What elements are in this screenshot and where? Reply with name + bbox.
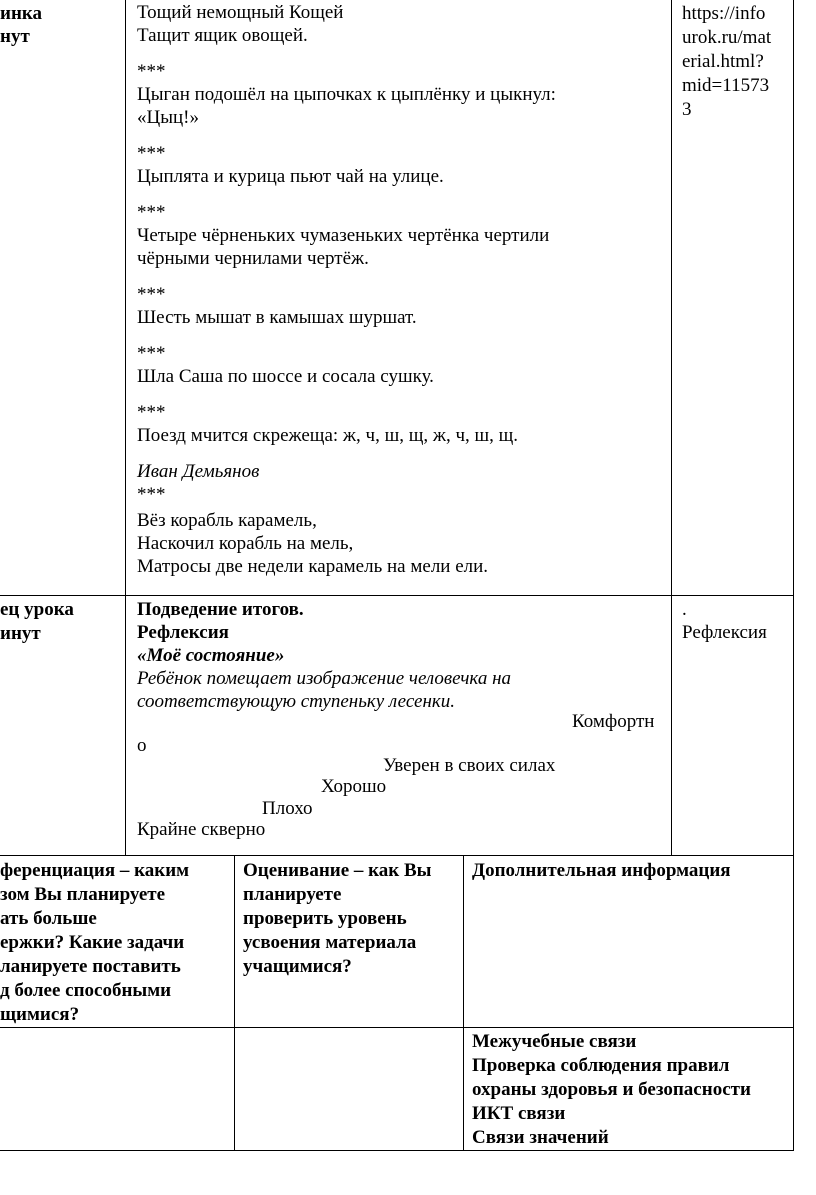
header-line: ланируете поставить bbox=[0, 956, 181, 977]
reflection-title: Рефлексия bbox=[137, 622, 229, 643]
poem bbox=[137, 142, 556, 188]
stage-label-line: инут bbox=[0, 623, 41, 644]
stage-label-line: нут bbox=[0, 26, 30, 47]
row-divider-2 bbox=[0, 855, 794, 856]
resource-link-line: mid=11573 bbox=[682, 75, 770, 96]
state-subtitle: «Моё состояние» bbox=[137, 645, 285, 666]
separator-stars: *** bbox=[137, 202, 166, 223]
resource-link-line: urok.ru/mat bbox=[682, 27, 772, 48]
table-bottom-border bbox=[0, 1150, 794, 1151]
poem-line: Шла Саша по шоссе и сосала сушку. bbox=[137, 366, 434, 387]
header-line: учащимися? bbox=[243, 956, 352, 977]
poem-line: Поезд мчится скрежеща: ж, ч, ш, щ, ж, ч, ш, щ. bbox=[137, 425, 519, 446]
tongue-twisters bbox=[137, 1, 556, 578]
header-line: Дополнительная информация bbox=[472, 860, 731, 881]
resource-link-line: https://info bbox=[682, 3, 766, 24]
step-confident: Уверен в своих силах bbox=[383, 755, 556, 776]
header-line: проверить уровень bbox=[243, 908, 407, 929]
poem bbox=[137, 401, 556, 447]
separator-stars: *** bbox=[137, 284, 166, 305]
additional-info-header bbox=[472, 859, 731, 883]
header-line: ать больше bbox=[0, 908, 97, 929]
summary-reflection bbox=[137, 598, 671, 848]
summary-title: Подведение итогов. bbox=[137, 599, 304, 620]
info-item: Проверка соблюдения правил bbox=[472, 1055, 730, 1076]
poem-line: Матросы две недели карамель на мели ели. bbox=[137, 556, 489, 577]
poem-line: Тощий немощный Кощей bbox=[137, 2, 344, 23]
resource-dot: . bbox=[682, 599, 687, 620]
step-good: Хорошо bbox=[321, 776, 387, 797]
row-divider-1 bbox=[0, 595, 794, 596]
separator-stars: *** bbox=[137, 484, 166, 505]
header-line: зом Вы планируете bbox=[0, 884, 166, 905]
info-item: Связи значений bbox=[472, 1127, 609, 1148]
resource-link[interactable] bbox=[682, 2, 771, 122]
poem-line: чёрными чернилами чертёж. bbox=[137, 248, 369, 269]
additional-info-list bbox=[472, 1030, 751, 1150]
header-line: щимися? bbox=[0, 1004, 80, 1025]
header-line: д более способными bbox=[0, 980, 172, 1001]
step-bad: Плохо bbox=[262, 798, 313, 819]
step-comfortable: Комфортн bbox=[572, 711, 655, 732]
separator-stars: *** bbox=[137, 402, 166, 423]
header-line: ержки? Какие задачи bbox=[0, 932, 185, 953]
poem-line: Тащит ящик овощей. bbox=[137, 25, 308, 46]
col-divider-bottom-1 bbox=[234, 855, 235, 1150]
poem bbox=[137, 342, 556, 388]
poem-line: «Цыц!» bbox=[137, 107, 199, 128]
poem bbox=[137, 1, 556, 47]
resource-link-line: 3 bbox=[682, 99, 692, 120]
resource-label: Рефлексия bbox=[682, 622, 767, 643]
poem-line: Цыплята и курица пьют чай на улице. bbox=[137, 166, 444, 187]
info-item: охраны здоровья и безопасности bbox=[472, 1079, 751, 1100]
stage-label-end bbox=[0, 598, 74, 646]
col-divider-bottom-2 bbox=[463, 855, 464, 1150]
poem-line: Наскочил корабль на мель, bbox=[137, 533, 354, 554]
poem-author: Иван Демьянов bbox=[137, 461, 260, 482]
poem-line: Цыган подошёл на цыпочках к цыплёнку и цыкнул: bbox=[137, 84, 556, 105]
separator-stars: *** bbox=[137, 143, 166, 164]
separator-stars: *** bbox=[137, 61, 166, 82]
step-comfortable-end: о bbox=[137, 735, 147, 756]
description-line: Ребёнок помещает изображение человечка на bbox=[137, 668, 512, 689]
stage-label-main bbox=[0, 2, 42, 48]
row-divider-3 bbox=[0, 1027, 794, 1028]
differentiation-header bbox=[0, 859, 189, 1027]
header-line: усвоения материала bbox=[243, 932, 417, 953]
poem bbox=[137, 283, 556, 329]
description-line: соответствующую ступеньку лесенки. bbox=[137, 691, 456, 712]
col-divider-left bbox=[125, 0, 126, 855]
stage-label-line: инка bbox=[0, 3, 43, 24]
resource-link-line: erial.html? bbox=[682, 51, 764, 72]
stage-label-line: ец урока bbox=[0, 599, 74, 620]
step-very-bad: Крайне скверно bbox=[137, 819, 266, 840]
info-item: Межучебные связи bbox=[472, 1031, 637, 1052]
assessment-header bbox=[243, 859, 432, 979]
separator-stars: *** bbox=[137, 343, 166, 364]
col-divider-right bbox=[671, 0, 672, 855]
poem-line: Вёз корабль карамель, bbox=[137, 510, 317, 531]
info-item: ИКТ связи bbox=[472, 1103, 566, 1124]
poem bbox=[137, 201, 556, 270]
header-line: ференциация – каким bbox=[0, 860, 190, 881]
header-line: планируете bbox=[243, 884, 342, 905]
poem bbox=[137, 60, 556, 129]
header-line: Оценивание – как Вы bbox=[243, 860, 432, 881]
table-right-border bbox=[793, 0, 794, 1151]
poem-line: Шесть мышат в камышах шуршат. bbox=[137, 307, 417, 328]
reflection-resource bbox=[682, 598, 767, 644]
poem-line: Четыре чёрненьких чумазеньких чертёнка чертили bbox=[137, 225, 550, 246]
